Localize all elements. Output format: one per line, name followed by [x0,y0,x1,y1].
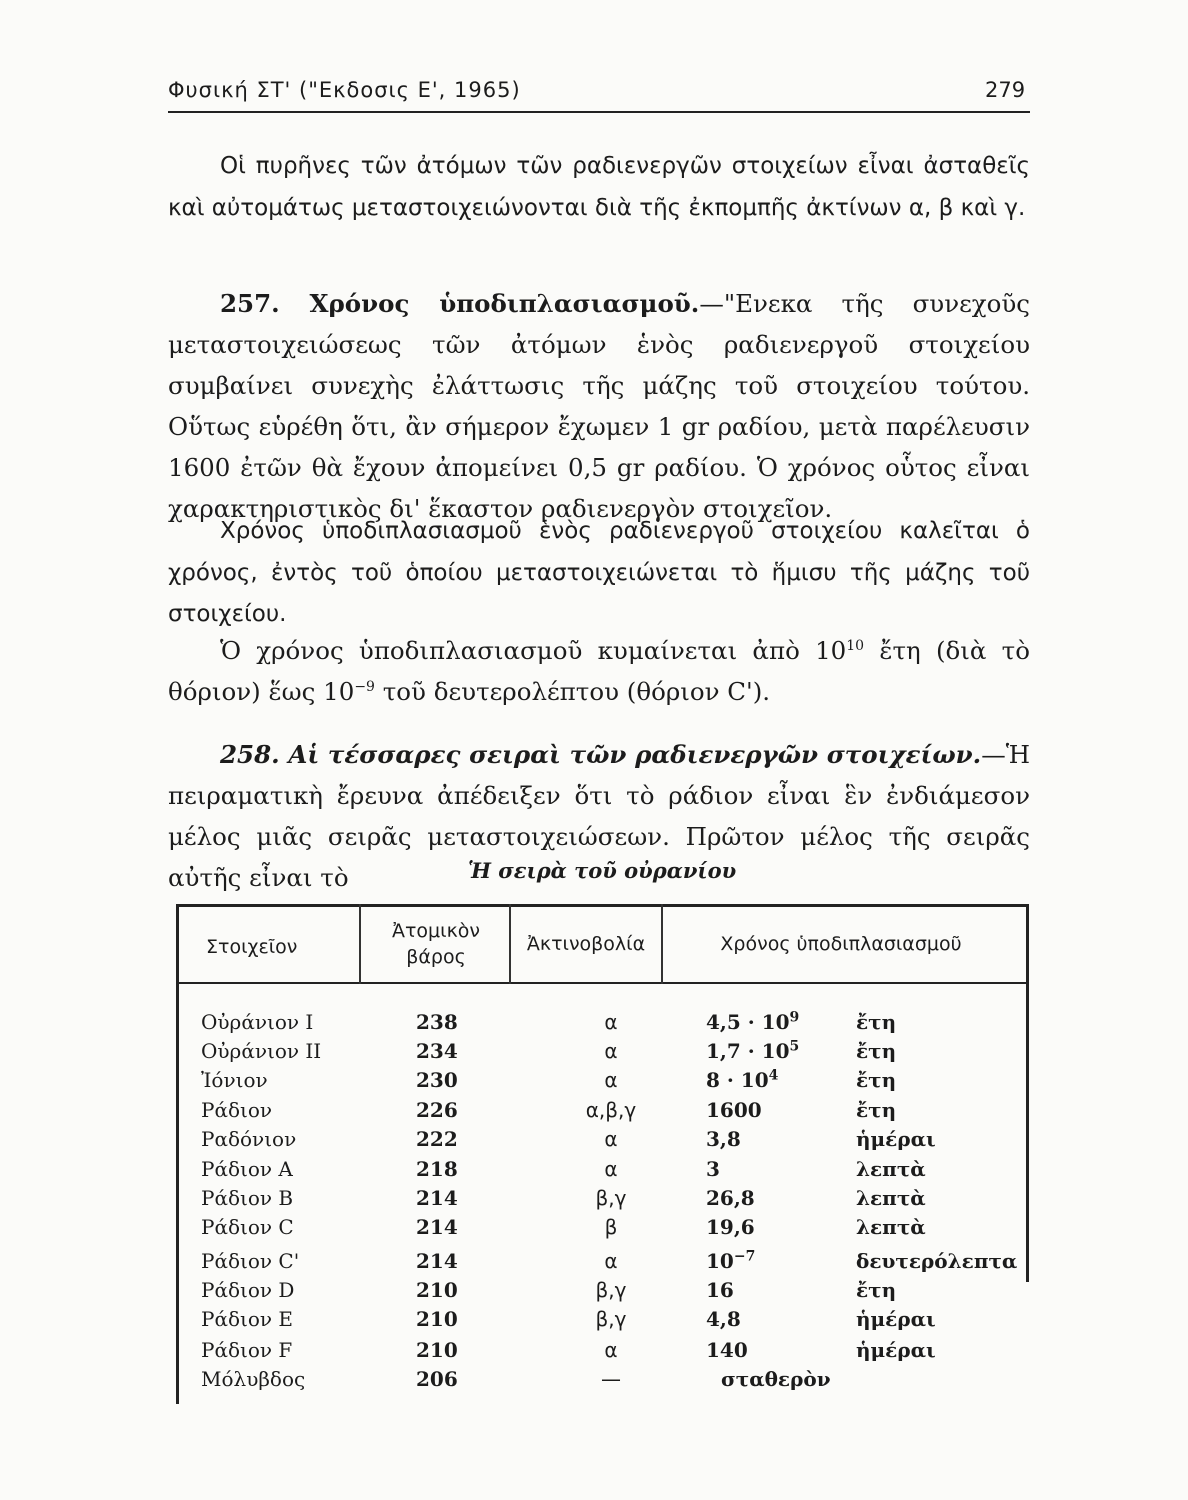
uranium-series-table [176,904,1029,1404]
row-element: Ράδιον B [201,1186,294,1210]
running-header-title: Φυσική ΣΤ' ("Εκδοσις Ε', 1965) [168,78,521,102]
table-row [176,1068,1029,1098]
row-element: Ράδιον D [201,1278,295,1302]
header-rule [168,111,1030,113]
header-element: Στοιχεῖον [206,936,298,958]
table-column-divider [359,904,361,984]
row-element: Οὐράνιον I [201,1010,314,1034]
row-half-life-unit: ἔτη [856,1098,897,1122]
row-half-life-value: 16 [706,1278,734,1302]
row-radiation: α [604,1157,618,1181]
row-half-life-value: 3 [706,1157,720,1181]
row-radiation: α [604,1068,618,1092]
row-radiation: α,β,γ [585,1098,637,1122]
section-257-heading: 257. Χρόνος ὑποδιπλασιασμοῦ. [220,289,700,318]
table-row [176,1249,1029,1279]
row-half-life-value: σταθερὸν [721,1367,831,1391]
intro-paragraph: Οἱ πυρῆνες τῶν ἀτόμων τῶν ραδιενεργῶν στοιχείων εἶναι ἀσταθεῖς καὶ αὐτομάτως μεταστοιχειώνονται διὰ τῆς ἐκπομπῆς ἀκτίνων α, β καὶ γ. [168,153,1030,221]
table-row [176,1338,1029,1368]
row-atomic-weight: 214 [416,1215,458,1239]
header-weight-line1: Ἀτομικὸν [391,920,480,942]
row-radiation: β [604,1215,618,1239]
row-radiation: β,γ [595,1186,627,1210]
row-atomic-weight: 214 [416,1249,458,1273]
section-258-heading: 258. Αἱ τέσσαρες σειραὶ τῶν ραδιενεργῶν στοιχείων. [220,740,982,769]
row-half-life-unit: ἔτη [856,1039,897,1063]
row-atomic-weight: 218 [416,1157,458,1181]
row-half-life-exponent: 5 [789,1038,800,1055]
row-half-life-value: $4,5 \cdot 10^9$ [706,1009,800,1034]
row-atomic-weight: 210 [416,1278,458,1302]
range-text-start: Ὁ χρόνος ὑποδιπλασιασμοῦ κυμαίνεται ἀπὸ 10 [220,636,847,665]
row-half-life-unit: λεπτὰ [856,1215,926,1239]
row-atomic-weight: 230 [416,1068,458,1092]
row-element: Ράδιον [201,1098,273,1122]
row-radiation: — [601,1367,621,1391]
row-element: Ράδιον A [201,1157,293,1181]
row-radiation: β,γ [595,1307,627,1331]
row-element: Ράδιον E [201,1307,294,1331]
table-row [176,1307,1029,1337]
table-row [176,1367,1029,1397]
section-257-paragraph [168,283,1030,529]
row-atomic-weight: 222 [416,1127,458,1151]
half-life-range-paragraph [168,630,1030,712]
row-half-life-unit: ἔτη [856,1068,897,1092]
row-half-life-unit: δευτερόλεπτα [856,1249,1018,1273]
row-half-life-exponent: 4 [768,1067,779,1084]
header-weight-line2: βάρος [406,946,466,968]
row-half-life-unit: λεπτὰ [856,1157,926,1181]
row-atomic-weight: 210 [416,1307,458,1331]
section-257-body: —"Ενεκα τῆς συνεχοῦς μεταστοιχειώσεως τῶν ἀτόμων ἑνὸς ραδιενεργοῦ στοιχείου συμβαίνει συνεχὴς ἐλάττωσις τῆς μάζης τοῦ στοιχείου τούτου. Οὕτως εὑρέθη ὅτι, ἂν σήμερον ἔχωμεν 1 gr ραδίου, μετὰ παρέλευσιν 1600 ἐτῶν θὰ ἔχουν ἀπομείνει 0,5 gr ραδίου. Ὁ χρόνος οὗτος εἶναι χαρακτηριστικὸς δι' ἕκαστον ραδιενεργὸν στοιχεῖον. [168,289,1030,523]
row-half-life-value: 4,8 [706,1307,741,1331]
row-half-life-unit: λεπτὰ [856,1186,926,1210]
row-element: Οὐράνιον II [201,1039,322,1063]
row-element: Μόλυβδος [201,1367,306,1391]
row-half-life-value: 140 [706,1338,748,1362]
row-element: Ράδιον C [201,1215,294,1239]
row-half-life-value: 19,6 [706,1215,755,1239]
row-atomic-weight: 206 [416,1367,458,1391]
table-column-divider [661,904,663,984]
table-row [176,1039,1029,1069]
table-row [176,1098,1029,1128]
row-atomic-weight: 234 [416,1039,458,1063]
table-row [176,1157,1029,1187]
row-half-life-exponent: −7 [733,1248,756,1265]
row-half-life-value: 3,8 [706,1127,741,1151]
row-element: Ράδιον C' [201,1249,300,1273]
table-row [176,1215,1029,1245]
row-radiation: β,γ [595,1278,627,1302]
row-atomic-weight: 226 [416,1098,458,1122]
table-header-rule [176,982,1029,984]
row-half-life-unit: ἔτη [856,1278,897,1302]
table-row [176,1278,1029,1308]
table-row [176,1186,1029,1216]
header-atomic-weight [366,918,506,970]
table-caption: Ἡ σειρὰ τοῦ οὐρανίου [468,858,737,883]
range-text-end: τοῦ δευτερολέπτου (θόριον C'). [374,677,771,706]
row-half-life-unit: ἡμέραι [856,1338,936,1362]
half-life-definition: Χρόνος ὑποδιπλασιασμοῦ ἑνὸς ραδιενεργοῦ στοιχείου καλεῖται ὁ χρόνος, ἐντὸς τοῦ ὁποίου μεταστοιχειώνεται τὸ ἥμισυ τῆς μάζης τοῦ στοιχείου. [168,518,1030,627]
range-exponent-2: −9 [354,678,375,695]
table-column-divider [509,904,511,984]
row-radiation: α [604,1127,618,1151]
range-exponent-1: 10 [846,637,865,654]
row-half-life-unit: ἡμέραι [856,1127,936,1151]
row-half-life-value: 26,8 [706,1186,755,1210]
row-atomic-weight: 214 [416,1186,458,1210]
table-top-border [176,904,1029,907]
table-row [176,1127,1029,1157]
row-half-life-value: $8 \cdot 10^4$ [706,1067,779,1092]
page-number: 279 [985,78,1026,102]
section-258-body: —Ἡ πειραματικὴ ἔρευνα ἀπέδειξεν ὅτι τὸ ράδιον εἶναι ἓν ἐνδιάμεσον μέλος μιᾶς σειρᾶς μεταστοιχειώσεων. Πρῶτον μέλος τῆς σειρᾶς αὐτῆς εἶναι τὸ [168,740,1030,892]
table-row [176,1010,1029,1040]
header-radiation: Ἀκτινοβολία [526,933,646,955]
row-half-life-value: $1,7 \cdot 10^5$ [706,1038,800,1063]
range-text-middle: ἔτη (διὰ τὸ θόριον) ἕως 10 [168,636,1030,706]
row-element: Ραδόνιον [201,1127,297,1151]
row-atomic-weight: 238 [416,1010,458,1034]
header-half-life: Χρόνος ὑποδιπλασιασμοῦ [720,933,962,955]
row-radiation: α [604,1010,618,1034]
row-atomic-weight: 210 [416,1338,458,1362]
row-element: Ράδιον F [201,1338,293,1362]
row-radiation: α [604,1039,618,1063]
row-half-life-value: 1600 [706,1098,762,1122]
row-half-life-unit: ἡμέραι [856,1307,936,1331]
row-half-life-unit: ἔτη [856,1010,897,1034]
row-radiation: α [604,1338,618,1362]
row-radiation: α [604,1249,618,1273]
row-half-life-exponent: 9 [789,1009,800,1026]
row-element: Ἰόνιον [201,1068,268,1092]
row-half-life-value: $10^{-7}$ [706,1248,756,1273]
